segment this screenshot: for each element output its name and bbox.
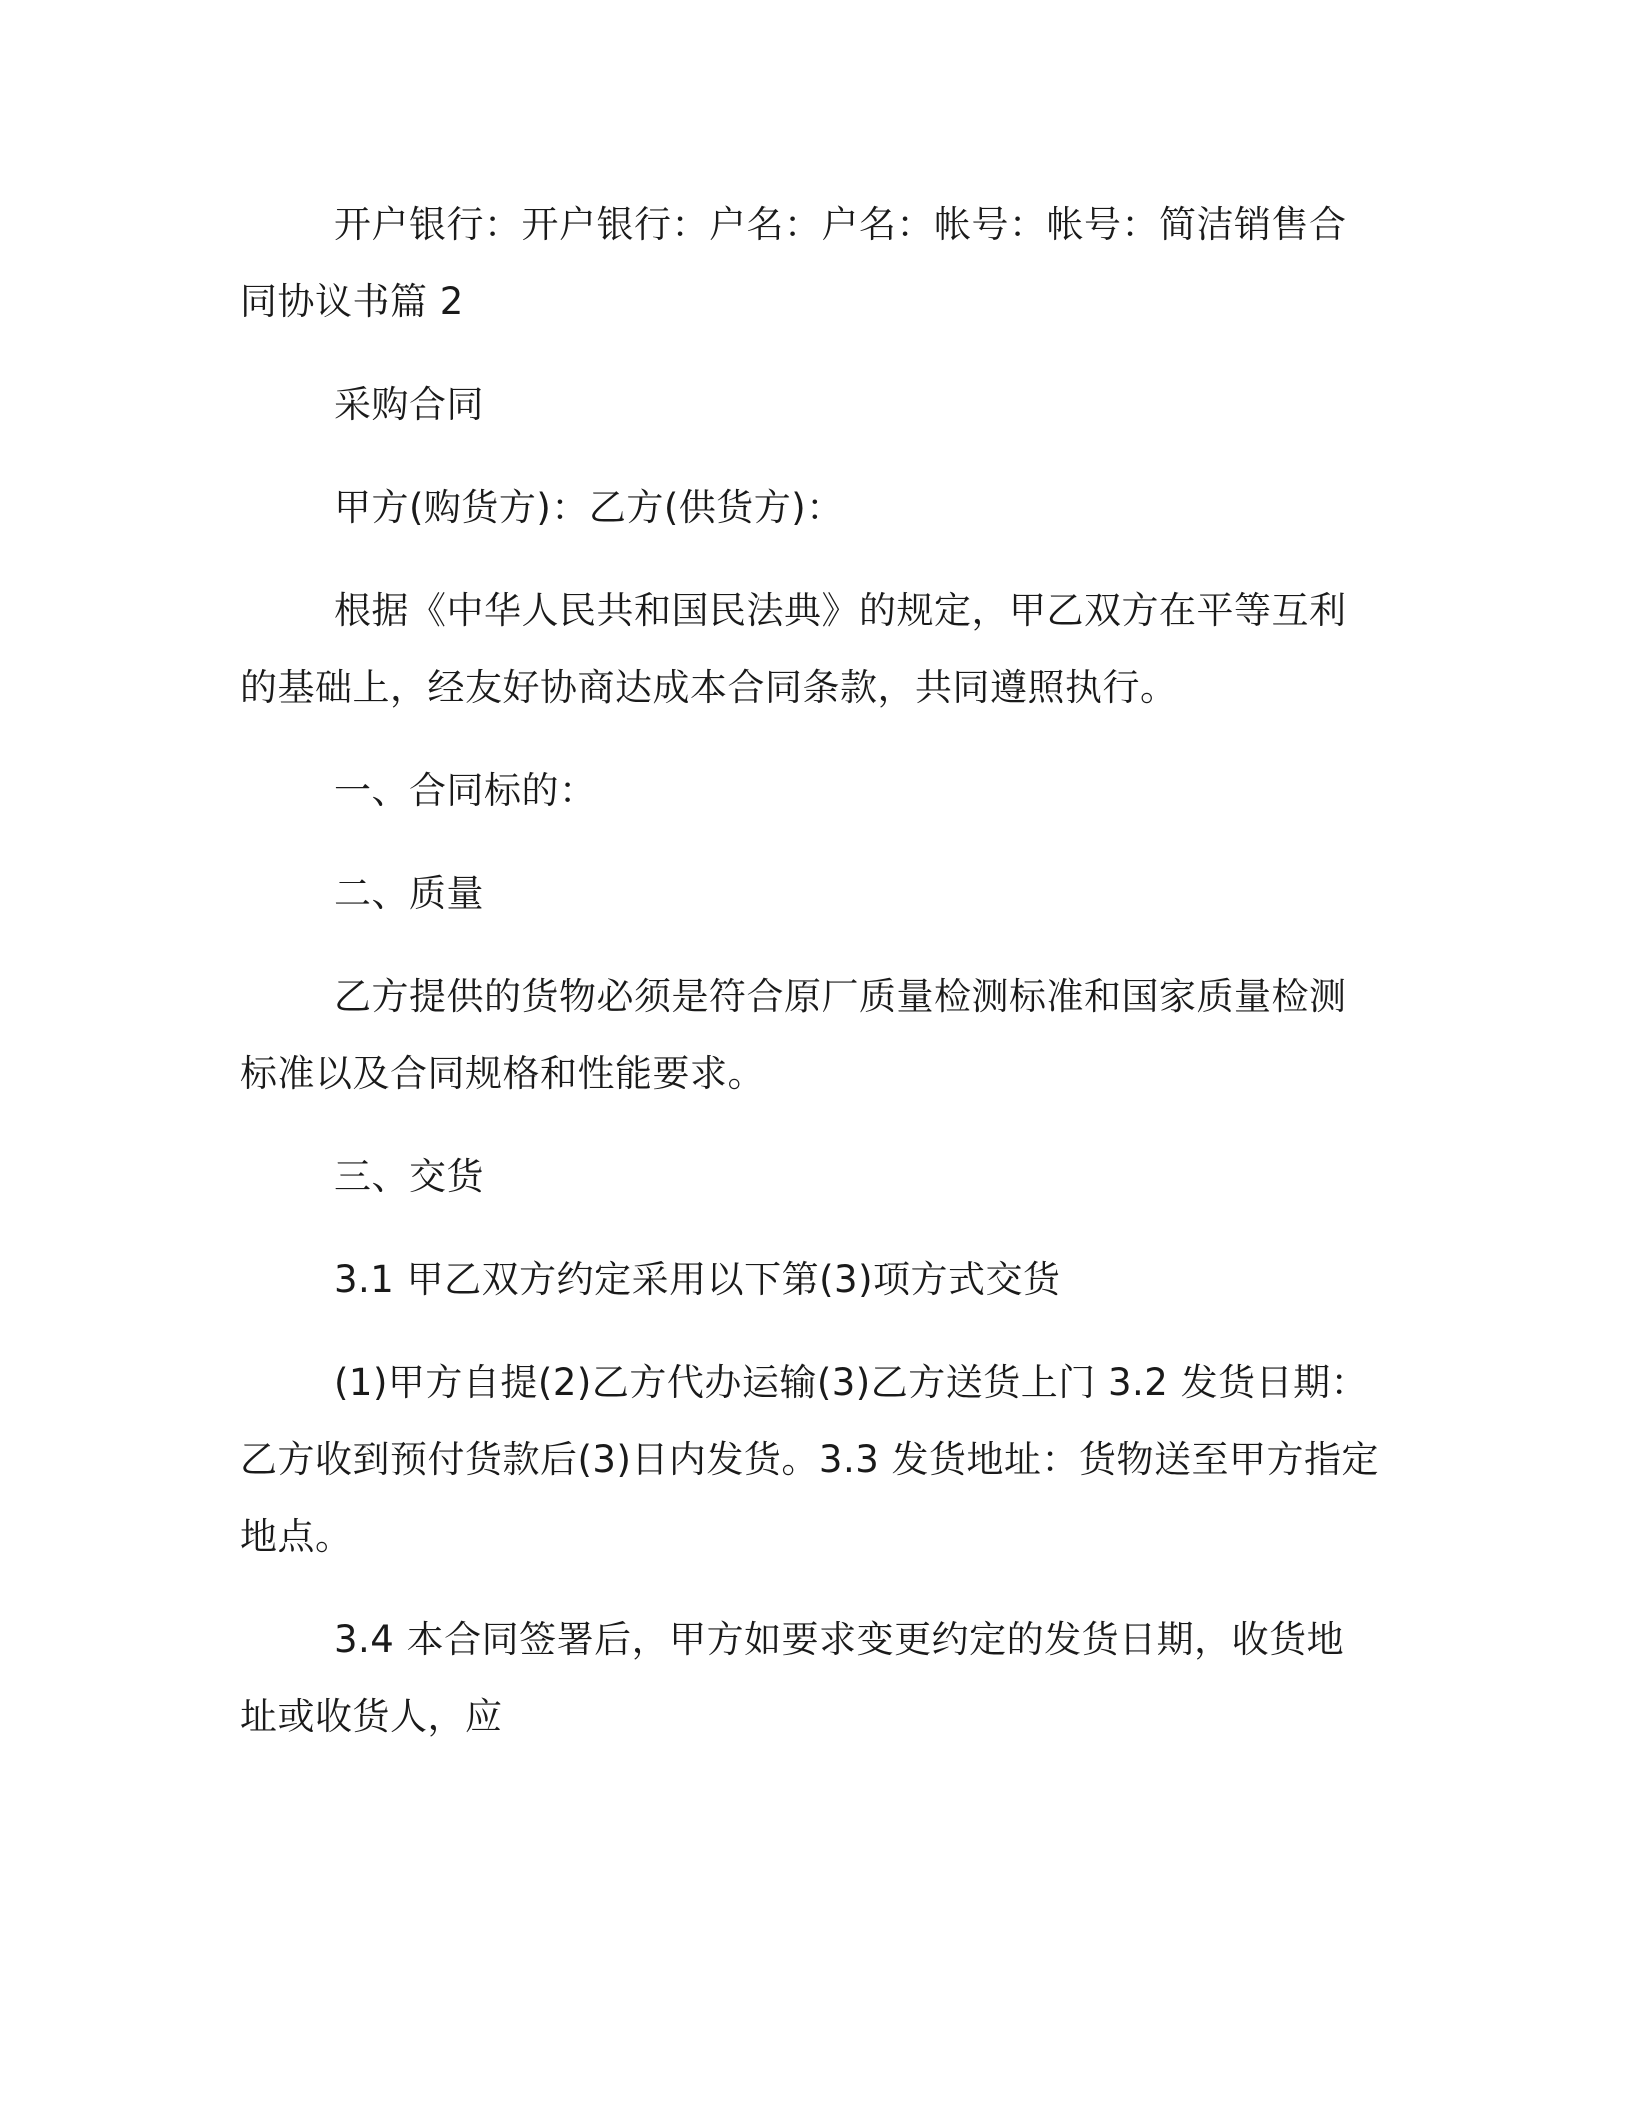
clause-3-4: 3.4 本合同签署后，甲方如要求变更约定的发货日期，收货地址或收货人，应 bbox=[240, 1618, 1345, 1738]
parties-line: 甲方(购货方)：乙方(供货方)： bbox=[334, 486, 844, 529]
preamble-paragraph: 根据《中华人民共和国民法典》的规定，甲乙双方在平等互利的基础上，经友好协商达成本合同条款，共同遵照执行。 bbox=[240, 589, 1347, 709]
quality-paragraph: 乙方提供的货物必须是符合原厂质量检测标准和国家质量检测标准以及合同规格和性能要求。 bbox=[240, 975, 1347, 1095]
section-heading-subject: 一、合同标的： bbox=[334, 769, 597, 812]
contract-title: 采购合同 bbox=[334, 383, 484, 426]
bank-info-paragraph: 开户银行：开户银行：户名：户名：帐号：帐号：简洁销售合同协议书篇 2 bbox=[240, 203, 1347, 323]
clause-3-1-options: (1)甲方自提(2)乙方代办运输(3)乙方送货上门 3.2 发货日期：乙方收到预付货款后(3)日内发货。3.3 发货地址：货物送至甲方指定地点。 bbox=[240, 1361, 1380, 1558]
document-body bbox=[240, 186, 1380, 1781]
clause-3-1: 3.1 甲乙双方约定采用以下第(3)项方式交货 bbox=[334, 1258, 1061, 1301]
section-heading-quality: 二、质量 bbox=[334, 872, 484, 915]
section-heading-delivery: 三、交货 bbox=[334, 1155, 484, 1198]
